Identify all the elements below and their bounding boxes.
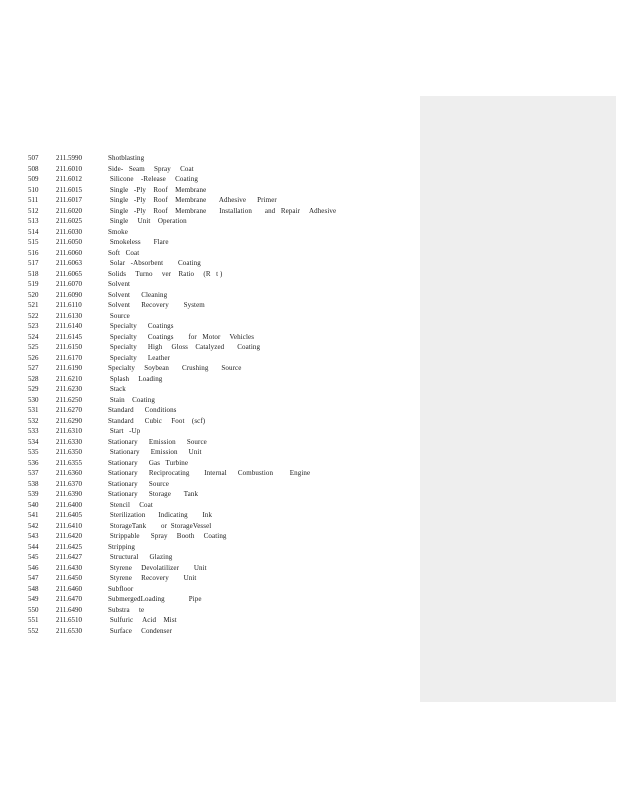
list-item — [28, 626, 408, 637]
section-code: 211.6030 — [56, 227, 82, 236]
list-item — [28, 353, 408, 364]
section-code: 211.6150 — [56, 343, 82, 351]
row-number: 522 — [28, 311, 39, 320]
section-code: 211.6050 — [56, 238, 82, 246]
section-code: 211.6060 — [56, 248, 82, 257]
defined-term: Specialty Soybean Crushing Source — [108, 364, 242, 372]
list-item — [28, 248, 408, 259]
row-number: 541 — [28, 511, 39, 519]
row-number: 521 — [28, 301, 39, 309]
list-item — [28, 479, 408, 490]
list-item — [28, 500, 408, 511]
section-code: 211.6470 — [56, 595, 82, 603]
section-code: 211.6350 — [56, 448, 82, 456]
list-item — [28, 332, 408, 343]
row-number: 552 — [28, 626, 39, 635]
row-number: 548 — [28, 584, 39, 593]
section-code: 211.6020 — [56, 206, 82, 215]
list-item — [28, 258, 408, 269]
section-code: 211.6170 — [56, 353, 82, 362]
row-number: 519 — [28, 280, 39, 288]
row-number: 517 — [28, 259, 39, 267]
row-number: 529 — [28, 385, 39, 393]
section-code: 211.6410 — [56, 521, 82, 530]
section-code: 211.6420 — [56, 532, 82, 540]
defined-term: Subfloor — [108, 584, 134, 593]
defined-term: Single -Ply Roof Membrane Adhesive Primer — [108, 196, 277, 204]
defined-term: Soft Coat — [108, 248, 140, 257]
list-item — [28, 342, 408, 353]
section-code: 211.6015 — [56, 185, 82, 194]
section-code: 211.6063 — [56, 259, 82, 267]
section-code: 211.6330 — [56, 437, 82, 446]
defined-term: Single Unit Operation — [108, 217, 187, 225]
defined-term: Smokeless Flare — [108, 238, 169, 246]
section-code: 211.6427 — [56, 553, 82, 561]
defined-term: Structural Glazing — [108, 553, 173, 561]
row-number: 551 — [28, 616, 39, 624]
list-item — [28, 290, 408, 301]
list-item — [28, 237, 408, 248]
list-item — [28, 531, 408, 542]
defined-term: Stationary Source — [108, 479, 169, 488]
list-item — [28, 363, 408, 374]
row-number: 530 — [28, 395, 39, 404]
row-number: 533 — [28, 427, 39, 435]
defined-term: Sterilization Indicating Ink — [108, 511, 213, 519]
row-number: 528 — [28, 374, 39, 383]
section-code: 211.6012 — [56, 175, 82, 183]
section-code: 211.6390 — [56, 490, 82, 498]
defined-term: Start -Up — [108, 427, 141, 435]
section-code: 211.6270 — [56, 406, 82, 414]
list-item — [28, 510, 408, 521]
row-number: 523 — [28, 322, 39, 330]
list-item — [28, 615, 408, 626]
list-item — [28, 563, 408, 574]
defined-term: Surface Condenser — [108, 626, 173, 635]
row-number: 524 — [28, 332, 39, 341]
defined-term: Silicone -Release Coating — [108, 175, 199, 183]
defined-term: Stain Coating — [108, 395, 156, 404]
defined-term: Specialty Coatings — [108, 322, 174, 330]
defined-term: Shotblasting — [108, 154, 145, 162]
section-code: 211.6425 — [56, 542, 82, 551]
defined-term: SubmergedLoading Pipe — [108, 595, 202, 603]
section-code: 211.6230 — [56, 385, 82, 393]
defined-term: Specialty Leather — [108, 353, 170, 362]
defined-term: Stationary Reciprocating Internal Combustion Engine — [108, 469, 311, 477]
row-number: 508 — [28, 164, 39, 173]
row-number: 520 — [28, 290, 39, 299]
section-code: 211.6070 — [56, 280, 82, 288]
section-code: 211.6110 — [56, 301, 82, 309]
row-number: 511 — [28, 196, 39, 204]
list-item — [28, 227, 408, 238]
row-number: 550 — [28, 605, 39, 614]
list-item — [28, 605, 408, 616]
list-item — [28, 174, 408, 185]
row-number: 532 — [28, 416, 39, 425]
section-code: 211.6430 — [56, 563, 82, 572]
list-item — [28, 279, 408, 290]
defined-term: Specialty Coatings for Motor Vehicles — [108, 332, 255, 341]
section-code: 211.6360 — [56, 469, 82, 477]
list-item — [28, 437, 408, 448]
list-item — [28, 311, 408, 322]
list-item — [28, 458, 408, 469]
section-code: 211.6210 — [56, 374, 82, 383]
section-code: 211.6530 — [56, 626, 82, 635]
row-number: 507 — [28, 154, 39, 162]
list-item — [28, 489, 408, 500]
row-number: 513 — [28, 217, 39, 225]
section-code: 211.6140 — [56, 322, 82, 330]
row-number: 544 — [28, 542, 39, 551]
section-code: 211.6400 — [56, 500, 82, 509]
row-number: 545 — [28, 553, 39, 561]
row-number: 527 — [28, 364, 39, 372]
section-code: 211.6017 — [56, 196, 82, 204]
section-code: 211.6190 — [56, 364, 82, 372]
section-code: 211.6510 — [56, 616, 82, 624]
list-item — [28, 185, 408, 196]
list-item — [28, 552, 408, 563]
list-item — [28, 300, 408, 311]
comment-margin-panel — [420, 96, 616, 702]
list-item — [28, 195, 408, 206]
defined-term: Single -Ply Roof Membrane Installation and Repair Adhesive — [108, 206, 337, 215]
defined-term: Stationary Emission Unit — [108, 448, 202, 456]
row-number: 549 — [28, 595, 39, 603]
list-item — [28, 468, 408, 479]
defined-term: Smoke — [108, 227, 128, 236]
list-item — [28, 521, 408, 532]
defined-term: Styrene Recovery Unit — [108, 574, 197, 582]
row-number: 531 — [28, 406, 39, 414]
definition-list — [28, 153, 408, 636]
defined-term: Stack — [108, 385, 126, 393]
row-number: 534 — [28, 437, 39, 446]
row-number: 516 — [28, 248, 39, 257]
row-number: 538 — [28, 479, 39, 488]
list-item — [28, 374, 408, 385]
defined-term: Solvent — [108, 280, 131, 288]
row-number: 514 — [28, 227, 39, 236]
list-item — [28, 206, 408, 217]
list-item — [28, 416, 408, 427]
section-code: 211.6490 — [56, 605, 82, 614]
defined-term: Solvent Cleaning — [108, 290, 168, 299]
section-code: 211.6450 — [56, 574, 82, 582]
section-code: 211.6310 — [56, 427, 82, 435]
defined-term: Stripping — [108, 542, 135, 551]
list-item — [28, 321, 408, 332]
section-code: 211.6460 — [56, 584, 82, 593]
row-number: 526 — [28, 353, 39, 362]
list-item — [28, 269, 408, 280]
section-code: 211.6145 — [56, 332, 82, 341]
row-number: 542 — [28, 521, 39, 530]
row-number: 536 — [28, 458, 39, 467]
row-number: 535 — [28, 448, 39, 456]
row-number: 515 — [28, 238, 39, 246]
section-code: 211.6010 — [56, 164, 82, 173]
list-item — [28, 384, 408, 395]
row-number: 546 — [28, 563, 39, 572]
row-number: 512 — [28, 206, 39, 215]
defined-term: StorageTank or StorageVessel — [108, 521, 212, 530]
section-code: 211.6370 — [56, 479, 82, 488]
row-number: 547 — [28, 574, 39, 582]
row-number: 509 — [28, 175, 39, 183]
list-item — [28, 164, 408, 175]
defined-term: Single -Ply Roof Membrane — [108, 185, 207, 194]
defined-term: Source — [108, 311, 130, 320]
defined-term: Solids Turno ver Ratio (R t ) — [108, 269, 223, 278]
section-code: 211.6025 — [56, 217, 82, 225]
defined-term: Side- Seam Spray Coat — [108, 164, 194, 173]
defined-term: Stationary Gas Turbine — [108, 458, 189, 467]
list-item — [28, 395, 408, 406]
row-number: 518 — [28, 269, 39, 278]
row-number: 537 — [28, 469, 39, 477]
list-item — [28, 216, 408, 227]
defined-term: Solar -Absorbent Coating — [108, 259, 201, 267]
list-item — [28, 584, 408, 595]
section-code: 211.6290 — [56, 416, 82, 425]
list-item — [28, 405, 408, 416]
defined-term: Stencil Coat — [108, 500, 153, 509]
row-number: 543 — [28, 532, 39, 540]
defined-term: Splash Loading — [108, 374, 163, 383]
list-item — [28, 153, 408, 164]
row-number: 525 — [28, 343, 39, 351]
defined-term: Substra te — [108, 605, 145, 614]
defined-term: Solvent Recovery System — [108, 301, 205, 309]
row-number: 540 — [28, 500, 39, 509]
section-code: 211.5990 — [56, 154, 82, 162]
defined-term: Styrene Devolatilizer Unit — [108, 563, 207, 572]
section-code: 211.6250 — [56, 395, 82, 404]
defined-term: Strippable Spray Booth Coating — [108, 532, 227, 540]
section-code: 211.6090 — [56, 290, 82, 299]
defined-term: Stationary Emission Source — [108, 437, 207, 446]
list-item — [28, 426, 408, 437]
row-number: 510 — [28, 185, 39, 194]
section-code: 211.6130 — [56, 311, 82, 320]
section-code: 211.6405 — [56, 511, 82, 519]
row-number: 539 — [28, 490, 39, 498]
list-item — [28, 573, 408, 584]
list-item — [28, 447, 408, 458]
defined-term: Sulfuric Acid Mist — [108, 616, 177, 624]
list-item — [28, 594, 408, 605]
list-item — [28, 542, 408, 553]
section-code: 211.6355 — [56, 458, 82, 467]
defined-term: Specialty High Gloss Catalyzed Coating — [108, 343, 261, 351]
section-code: 211.6065 — [56, 269, 82, 278]
defined-term: Standard Cubic Foot (scf) — [108, 416, 206, 425]
defined-term: Stationary Storage Tank — [108, 490, 199, 498]
defined-term: Standard Conditions — [108, 406, 177, 414]
